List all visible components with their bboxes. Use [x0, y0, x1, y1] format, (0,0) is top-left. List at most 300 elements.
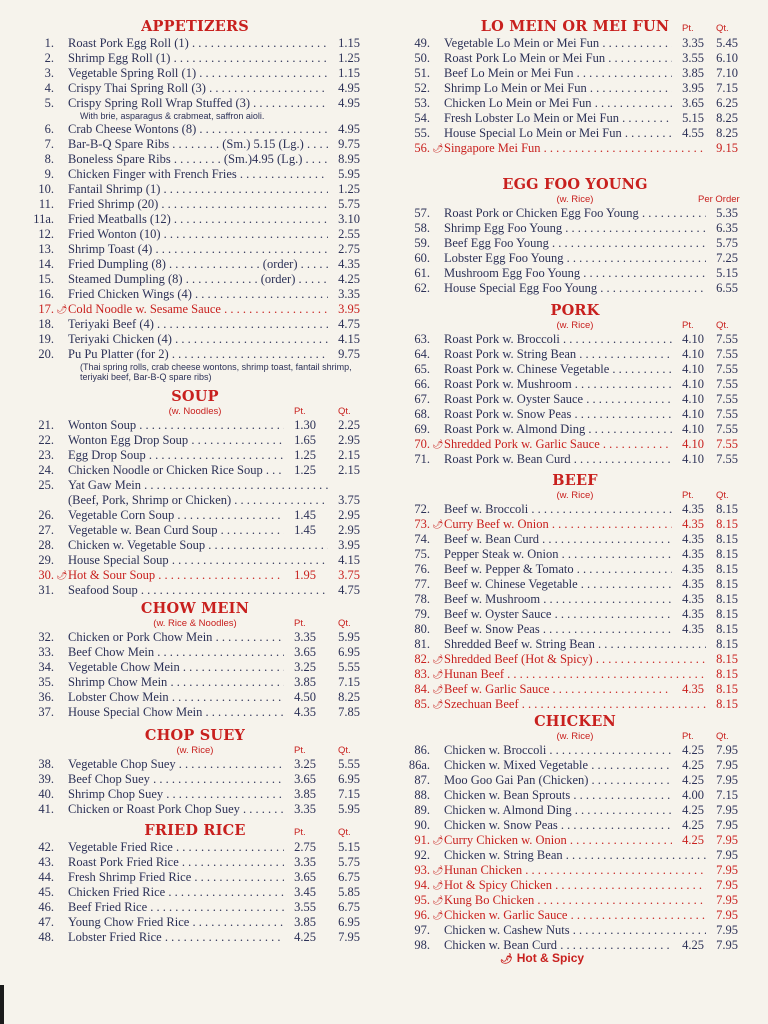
item-price-pint: 2.75 [294, 840, 316, 854]
item-number: 70. [414, 437, 430, 451]
item-name: Fresh Lobster Lo Mein or Mei Fun . . . [444, 111, 672, 126]
item-number: 21. [38, 418, 54, 432]
item-number: 12. [38, 226, 54, 241]
item-price-pint: 4.25 [682, 743, 704, 757]
pepper-icon: 🌶︎ [432, 669, 444, 679]
item-price-quart: 2.95 [338, 523, 360, 537]
item-name: Beef w. Garlic Sauce . . . [444, 682, 672, 697]
item-number: 30. [38, 568, 54, 582]
menu-item [406, 923, 744, 938]
item-price-pint: 4.50 [294, 690, 316, 704]
item-name: Roast Pork w. Snow Peas . . . [444, 407, 672, 422]
item-price-quart: 5.75 [338, 855, 360, 869]
item-number: 98. [414, 938, 430, 952]
item-price-pint: 3.85 [682, 66, 704, 80]
pepper-icon: 🌶︎ [432, 699, 444, 709]
item-name: Teriyaki Chicken (4) . . . [68, 332, 328, 347]
section-title: EGG FOO YOUNG [502, 176, 648, 193]
item-price-quart: 9.75 [338, 136, 360, 151]
header-pint: Pt. [682, 23, 694, 34]
item-price-pint: 1.95 [294, 568, 316, 582]
section-beef [406, 472, 744, 712]
menu-item [406, 141, 744, 156]
menu-item [30, 705, 360, 720]
menu-item [406, 251, 744, 266]
item-price-quart: 5.15 [716, 266, 738, 280]
pepper-icon: 🌶︎ [432, 143, 444, 153]
item-price-pint: 4.25 [682, 818, 704, 832]
menu-item [30, 81, 360, 96]
item-price-quart: 1.25 [338, 181, 360, 196]
menu-item [406, 788, 744, 803]
menu-item [30, 870, 360, 885]
item-number: 28. [38, 538, 54, 552]
pepper-icon: 🌶︎ [432, 895, 444, 905]
header-quart: Qt. [338, 406, 351, 417]
item-number: 84. [414, 682, 430, 696]
item-name: Vegetable Spring Roll (1) . . . [68, 66, 328, 81]
menu-item [406, 652, 744, 667]
item-number: 53. [414, 96, 430, 110]
item-price-quart: 7.95 [716, 833, 738, 847]
item-name: Roast Pork w. Mushroom . . . [444, 377, 672, 392]
item-price-quart: 7.55 [716, 437, 738, 451]
item-number: 58. [414, 221, 430, 235]
item-price-pint: 4.35 [682, 547, 704, 561]
item-number: 66. [414, 377, 430, 391]
item-price-quart: 8.15 [716, 547, 738, 561]
menu-item [30, 802, 360, 817]
section-title: LO MEIN OR MEI FUN [480, 18, 670, 35]
section-subtitle: (w. Noodles) [168, 406, 222, 417]
item-number: 32. [38, 630, 54, 644]
section-chicken [406, 713, 744, 953]
item-price-quart: 3.95 [338, 538, 360, 552]
item-number: 31. [38, 583, 54, 597]
item-number: 22. [38, 433, 54, 447]
menu-item [30, 227, 360, 242]
item-number: 63. [414, 332, 430, 346]
item-name: Beef Fried Rice . . . [68, 900, 284, 915]
menu-item [30, 272, 360, 287]
item-name: Chicken w. String Bean . . . [444, 848, 706, 863]
item-price-quart: 8.15 [716, 502, 738, 516]
menu-item [30, 36, 360, 51]
item-price-pint: 5.15 [682, 111, 704, 125]
item-price-quart: 7.10 [716, 66, 738, 80]
item-number: 43. [38, 855, 54, 869]
item-number: 20. [38, 346, 54, 361]
item-number: 26. [38, 508, 54, 522]
menu-item [406, 266, 744, 281]
item-price-pint: 4.10 [682, 377, 704, 391]
item-name: Shredded Beef w. String Bean . . . [444, 637, 706, 652]
item-number: 57. [414, 206, 430, 220]
item-name: Crispy Spring Roll Wrap Stuffed (3) . . . [68, 96, 328, 111]
item-name: Fresh Shrimp Fried Rice . . . [68, 870, 284, 885]
item-price-pint: 4.35 [682, 622, 704, 636]
item-price-quart: 4.95 [338, 81, 360, 95]
item-name: Roast Pork or Chicken Egg Foo Young . . . [444, 206, 706, 221]
item-name: Roast Pork w. Almond Ding . . . [444, 422, 672, 437]
item-price-pint: 3.55 [682, 51, 704, 65]
item-price-quart: 7.55 [716, 332, 738, 346]
item-name: Shrimp Lo Mein or Mei Fun . . . [444, 81, 672, 96]
section-subtitle: (w. Rice) [556, 731, 594, 742]
item-price-quart: 5.85 [338, 885, 360, 899]
item-price-pint: 4.10 [682, 452, 704, 466]
menu-item [30, 930, 360, 945]
item-price-quart: 7.15 [338, 675, 360, 689]
header-pint: Pt. [682, 490, 694, 501]
section-title-row [406, 713, 744, 731]
section-subtitle-row [406, 731, 744, 743]
item-price-pint: 3.95 [682, 81, 704, 95]
item-price-pint: 3.65 [682, 96, 704, 110]
item-price-quart: 7.95 [716, 938, 738, 952]
item-name: Chicken w. Mixed Vegetable . . . [444, 758, 672, 773]
menu-item [406, 407, 744, 422]
item-price-pint: 4.55 [682, 126, 704, 140]
section-title-row [30, 727, 360, 745]
section-title-row [406, 18, 744, 36]
item-price-quart: 4.25 [338, 271, 360, 286]
item-name: Kung Bo Chicken . . . [444, 893, 706, 908]
item-name: Hot & Spicy Chicken . . . [444, 878, 706, 893]
menu-item [30, 772, 360, 787]
menu-item [406, 667, 744, 682]
item-name: Beef w. Oyster Sauce . . . [444, 607, 672, 622]
item-price-quart: 8.15 [716, 697, 738, 711]
pepper-icon: 🌶︎ [432, 684, 444, 694]
menu-item [406, 622, 744, 637]
menu-item [406, 863, 744, 878]
item-price-pint: 4.10 [682, 362, 704, 376]
item-number: 10. [38, 181, 54, 196]
item-price-quart: 4.75 [338, 316, 360, 331]
item-price-quart: 6.95 [338, 915, 360, 929]
menu-item [30, 553, 360, 568]
item-price-quart: 8.15 [716, 562, 738, 576]
item-name: Chicken w. Almond Ding . . . [444, 803, 672, 818]
menu-item [406, 848, 744, 863]
item-number: 14. [38, 256, 54, 271]
menu-item [406, 773, 744, 788]
item-price-pint: 4.35 [682, 682, 704, 696]
menu-item [406, 697, 744, 712]
item-price-pint: 3.25 [294, 660, 316, 674]
item-price-pint: 4.10 [682, 422, 704, 436]
item-name: House Special Soup . . . [68, 553, 328, 568]
pepper-icon: 🌶︎ [432, 880, 444, 890]
item-name: Teriyaki Beef (4) . . . [68, 317, 328, 332]
section-title-row [30, 18, 360, 36]
item-name: Yat Gaw Mein . . . [68, 478, 328, 493]
item-number: 49. [414, 36, 430, 50]
menu-item [406, 221, 744, 236]
item-price-quart: 6.55 [716, 281, 738, 295]
item-name: Chicken or Roast Pork Chop Suey . . . [68, 802, 284, 817]
item-name: Chicken w. Broccoli . . . [444, 743, 672, 758]
item-price-quart: 3.75 [338, 568, 360, 582]
item-price-quart: 7.55 [716, 377, 738, 391]
item-price-pint: 4.25 [682, 773, 704, 787]
item-number: 38. [38, 757, 54, 771]
item-number: 91. [414, 833, 430, 847]
item-note: (Thai spring rolls, crab cheese wontons, shrimp toast, fantail shrimp, teriyaki beef, Bar-B-Q spare ribs) [80, 361, 352, 382]
item-price-quart: 8.15 [716, 682, 738, 696]
menu-item [406, 452, 744, 467]
item-name: Hunan Chicken . . . [444, 863, 706, 878]
item-name: Hot & Sour Soup . . . [68, 568, 284, 583]
item-price-quart: 5.35 [716, 206, 738, 220]
section-subtitle: (w. Rice) [556, 490, 594, 501]
item-price-quart: 8.25 [716, 126, 738, 140]
menu-item [406, 377, 744, 392]
menu-item [406, 111, 744, 126]
item-number: 19. [38, 331, 54, 346]
section-title-row [406, 176, 744, 194]
item-name: Fried Chicken Wings (4) . . . [68, 287, 328, 302]
item-note: With brie, asparagus & crabmeat, saffron aioli. [80, 111, 265, 121]
header-quart: Per Order [698, 194, 740, 205]
item-name: Hunan Beef . . . [444, 667, 706, 682]
pepper-icon: 🌶︎ [500, 954, 513, 965]
menu-item [406, 607, 744, 622]
item-name: Beef w. Mushroom . . . [444, 592, 672, 607]
item-name: Curry Chicken w. Onion . . . [444, 833, 672, 848]
menu-item [30, 478, 360, 493]
item-price-pint: 3.35 [294, 802, 316, 816]
item-name: Roast Pork Lo Mein or Mei Fun . . . [444, 51, 672, 66]
item-price-quart: 4.15 [338, 553, 360, 567]
section-subtitle: (w. Rice) [556, 194, 594, 205]
item-price-pint: 4.10 [682, 347, 704, 361]
item-price-pint: 1.65 [294, 433, 316, 447]
header-quart: Qt. [716, 23, 729, 34]
item-name: Mushroom Egg Foo Young . . . [444, 266, 706, 281]
item-name: Curry Beef w. Onion . . . [444, 517, 672, 532]
menu-item [406, 818, 744, 833]
item-name: Lobster Chow Mein . . . [68, 690, 284, 705]
item-price-quart: 5.95 [338, 166, 360, 181]
item-price-quart: 8.25 [716, 111, 738, 125]
item-price-quart: 6.95 [338, 645, 360, 659]
item-price-pint: 1.45 [294, 508, 316, 522]
item-number: 73. [414, 517, 430, 531]
item-number: 56. [414, 141, 430, 155]
item-number: 8. [44, 151, 54, 166]
item-number: 64. [414, 347, 430, 361]
item-name: Crab Cheese Wontons (8) . . . [68, 122, 328, 137]
item-price-pint: 4.35 [682, 517, 704, 531]
item-name: Beef w. Chinese Vegetable . . . [444, 577, 672, 592]
menu-item [30, 66, 360, 81]
item-price-pint: 4.10 [682, 407, 704, 421]
item-number: 90. [414, 818, 430, 832]
item-number: 65. [414, 362, 430, 376]
item-price-quart: 4.95 [338, 96, 360, 110]
item-number: 78. [414, 592, 430, 606]
item-price-quart: 8.15 [716, 637, 738, 651]
menu-item [30, 885, 360, 900]
menu-item [406, 577, 744, 592]
page-edge-bar [0, 985, 4, 1024]
item-price-quart: 1.15 [338, 36, 360, 50]
item-number: 36. [38, 690, 54, 704]
item-number: 45. [38, 885, 54, 899]
item-price-quart: 7.55 [716, 422, 738, 436]
item-number: 25. [38, 478, 54, 492]
item-price-quart: 8.15 [716, 607, 738, 621]
section-subtitle-row [406, 194, 744, 206]
item-price-quart: 3.35 [338, 286, 360, 301]
item-number: 11. [38, 196, 54, 211]
menu-item [30, 900, 360, 915]
item-number: 79. [414, 607, 430, 621]
item-price-pint: 4.35 [682, 592, 704, 606]
item-name: Fantail Shrimp (1) . . . [68, 182, 328, 197]
item-price-quart: 4.15 [338, 331, 360, 346]
item-price-quart: 3.10 [338, 211, 360, 226]
item-price-quart: 6.25 [716, 96, 738, 110]
item-number: 46. [38, 900, 54, 914]
item-price-quart: 5.55 [338, 757, 360, 771]
section-soup [30, 388, 360, 598]
item-number: 95. [414, 893, 430, 907]
item-price-quart: 7.95 [716, 743, 738, 757]
item-name: Fried Meatballs (12) . . . [68, 212, 328, 227]
item-number: 68. [414, 407, 430, 421]
item-name: Roast Pork w. String Bean . . . [444, 347, 672, 362]
menu-item [406, 833, 744, 848]
section-chop-suey [30, 727, 360, 817]
item-number: 4. [44, 81, 54, 95]
pepper-icon: 🌶︎ [432, 654, 444, 664]
item-number: 48. [38, 930, 54, 944]
item-name: Cold Noodle w. Sesame Sauce . . . [68, 302, 328, 317]
item-price-pint: 3.45 [294, 885, 316, 899]
item-name: Shrimp Chop Suey . . . [68, 787, 284, 802]
item-number: 82. [414, 652, 430, 666]
item-price-quart: 3.75 [338, 493, 360, 507]
item-number: 6. [44, 121, 54, 136]
item-price-pint: 4.00 [682, 788, 704, 802]
item-number: 62. [414, 281, 430, 295]
item-price-pint: 4.25 [682, 833, 704, 847]
item-number: 16. [38, 286, 54, 301]
item-price-pint: 3.65 [294, 645, 316, 659]
item-name: Chicken Noodle or Chicken Rice Soup . . . [68, 463, 284, 478]
item-price-quart: 7.95 [716, 878, 738, 892]
item-price-quart: 5.75 [338, 196, 360, 211]
item-price-quart: 7.95 [716, 923, 738, 937]
item-number: 86. [414, 743, 430, 757]
section-subtitle-row [30, 618, 360, 630]
item-price-quart: 5.45 [716, 36, 738, 50]
item-name: Fried Wonton (10) . . . [68, 227, 328, 242]
item-price-quart: 7.15 [716, 81, 738, 95]
item-number: 17. [38, 301, 54, 316]
section-appetizers [30, 18, 360, 383]
item-price-pint: 4.25 [682, 938, 704, 952]
item-name: Roast Pork w. Chinese Vegetable . . . [444, 362, 672, 377]
section-title-row [406, 302, 744, 320]
menu-item [406, 206, 744, 221]
menu-item [30, 448, 360, 463]
item-number: 55. [414, 126, 430, 140]
menu-item [406, 743, 744, 758]
menu-item [30, 212, 360, 227]
item-number: 15. [38, 271, 54, 286]
item-price-quart: 4.95 [338, 121, 360, 136]
item-name: Chicken Lo Mein or Mei Fun . . . [444, 96, 672, 111]
menu-item [30, 757, 360, 772]
pepper-icon: 🌶︎ [432, 519, 444, 529]
item-price-pint: 3.85 [294, 787, 316, 801]
item-price-pint: 3.85 [294, 915, 316, 929]
item-name: Shrimp Egg Roll (1) . . . [68, 51, 328, 66]
menu-item [406, 422, 744, 437]
item-price-pint: 3.35 [682, 36, 704, 50]
menu-item [30, 96, 360, 111]
item-price-quart: 6.75 [338, 900, 360, 914]
item-name: Chicken w. Vegetable Soup . . . [68, 538, 328, 553]
item-name: Beef w. Pepper & Tomato . . . [444, 562, 672, 577]
menu-item [30, 332, 360, 347]
item-price-pint: 3.85 [294, 675, 316, 689]
item-name: Beef w. Broccoli . . . [444, 502, 672, 517]
item-name: Moo Goo Gai Pan (Chicken) . . . [444, 773, 672, 788]
item-number: 88. [414, 788, 430, 802]
menu-item [406, 81, 744, 96]
item-number: 81. [414, 637, 430, 651]
item-number: 34. [38, 660, 54, 674]
menu-item [406, 532, 744, 547]
item-number: 67. [414, 392, 430, 406]
item-name: Shrimp Egg Foo Young . . . [444, 221, 706, 236]
item-number: 94. [414, 878, 430, 892]
item-price-pint: 4.25 [682, 803, 704, 817]
item-name: Vegetable w. Bean Curd Soup . . . [68, 523, 284, 538]
menu-item [406, 562, 744, 577]
menu-item [406, 362, 744, 377]
section-title-row [30, 600, 360, 618]
item-price-pint: 1.25 [294, 463, 316, 477]
section-subtitle: (w. Rice) [176, 745, 214, 756]
item-price-quart: 8.15 [716, 517, 738, 531]
menu-item [406, 126, 744, 141]
item-price-pint: 1.45 [294, 523, 316, 537]
menu-item [406, 682, 744, 697]
item-name: Vegetable Chow Mein . . . [68, 660, 284, 675]
item-price-quart: 7.95 [716, 908, 738, 922]
item-price-quart: 8.15 [716, 622, 738, 636]
item-price-pint: 4.10 [682, 437, 704, 451]
menu-item [30, 137, 360, 152]
item-name: Shredded Pork w. Garlic Sauce . . . [444, 437, 672, 452]
item-name: Roast Pork Egg Roll (1) . . . [68, 36, 328, 51]
section-title: CHOW MEIN [140, 600, 250, 617]
menu-item [30, 493, 360, 508]
item-name: Chicken w. Bean Curd . . . [444, 938, 672, 953]
menu-item [30, 915, 360, 930]
header-quart: Qt. [338, 618, 351, 629]
item-number: 87. [414, 773, 430, 787]
menu-item [406, 803, 744, 818]
item-price-quart: 2.25 [338, 418, 360, 432]
item-number: 71. [414, 452, 430, 466]
